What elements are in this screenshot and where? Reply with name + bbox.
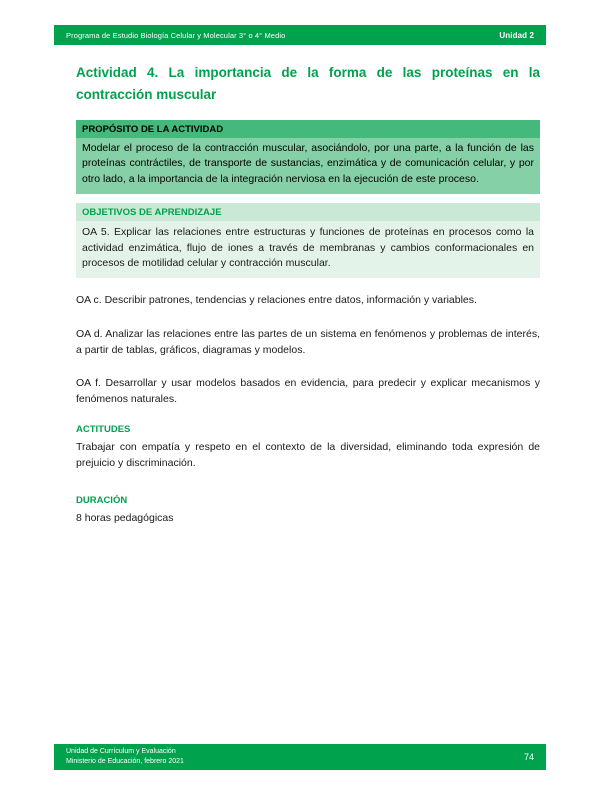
page-number: 74 (523, 752, 534, 762)
page-header-bar (54, 25, 546, 45)
proposito-body: Modelar el proceso de la contracción muscular, asociándolo, por una parte, a la función de las proteínas contráctiles, de transporte de sustancias, enzimática y de comunicación celular, y por otro lado, a la importancia de la integración nerviosa en la ejecución de este proceso. (76, 138, 540, 194)
objetivos-heading: OBJETIVOS DE APRENDIZAJE (76, 203, 540, 221)
proposito-section (76, 120, 540, 194)
objetivo-item-oad: OA d. Analizar las relaciones entre las partes de un sistema en fenómenos y problemas de interés, a partir de tablas, gráficos, diagramas y modelos. (76, 327, 540, 356)
objetivo-item-oaf: OA f. Desarrollar y usar modelos basados en evidencia, para predecir y explicar mecanismos y fenómenos naturales. (76, 377, 540, 406)
page-footer-bar (54, 744, 546, 770)
duracion-body: 8 horas pedagógicas (76, 512, 174, 525)
actitudes-body: Trabajar con empatía y respeto en el contexto de la diversidad, eliminando toda expresión de prejuicio y discriminación. (76, 440, 540, 469)
footer-line1: Unidad de Currículum y Evaluación (66, 747, 176, 755)
objetivos-section (76, 203, 540, 414)
proposito-heading: PROPÓSITO DE LA ACTIVIDAD (76, 120, 540, 138)
actitudes-section (76, 424, 540, 472)
duracion-heading: DURACIÓN (76, 495, 128, 507)
activity-title: Actividad 4. La importancia de la forma de las proteínas en la contracción muscular (76, 65, 540, 103)
page-content (76, 62, 540, 527)
footer-credits (66, 747, 184, 767)
objetivo-item-oac: OA c. Describir patrones, tendencias y relaciones entre datos, información y variables. (76, 294, 477, 307)
actitudes-heading: ACTITUDES (76, 423, 131, 435)
objetivo-item-oa5: OA 5. Explicar las relaciones entre estructuras y funciones de proteínas en procesos como la actividad enzimática, flujo de iones a través de membranas y cambios conformacionales en procesos de motilidad celular y contracción muscular. (76, 221, 540, 278)
footer-line2: Ministerio de Educación, febrero 2021 (66, 758, 184, 765)
header-unit-label: Unidad 2 (499, 30, 534, 40)
duracion-section (76, 495, 540, 527)
header-program-label: Programa de Estudio Biología Celular y Molecular 3° o 4° Medio (66, 30, 286, 40)
